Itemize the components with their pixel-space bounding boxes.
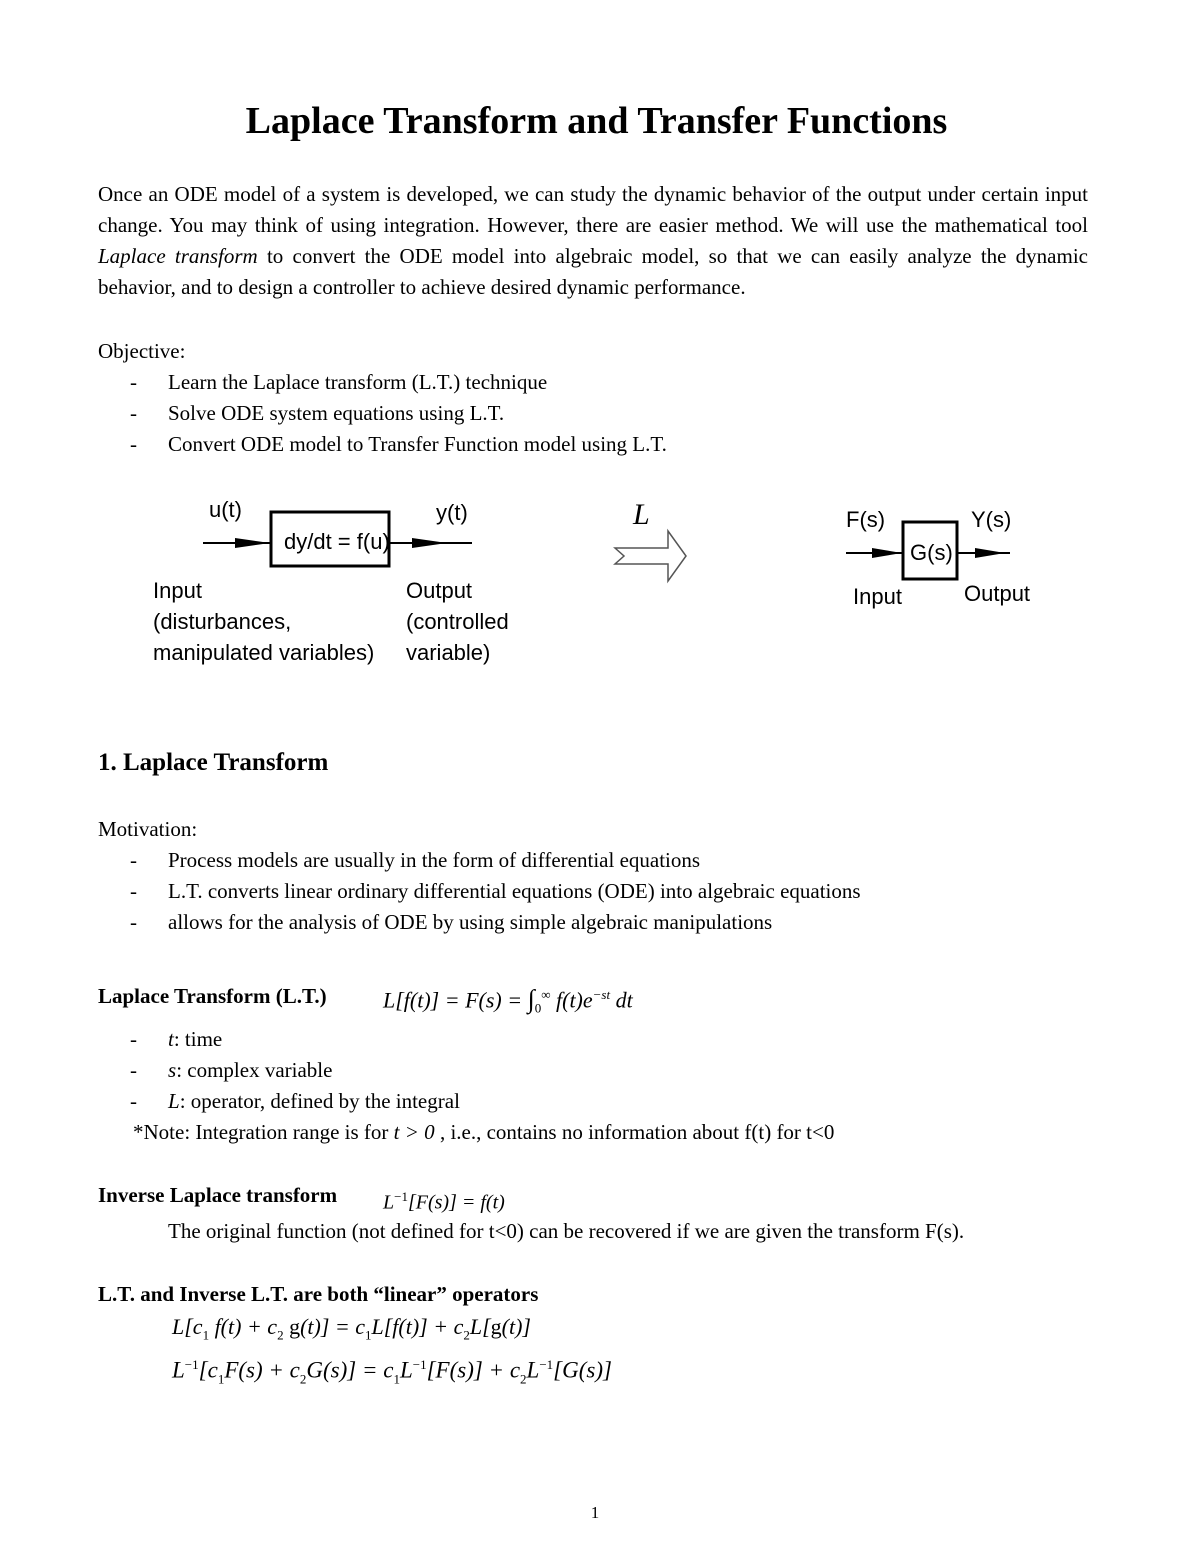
list-item: - L: operator, defined by the integral: [130, 1086, 460, 1117]
dash-bullet: -: [130, 1089, 137, 1113]
transform-arrow-icon: [612, 526, 692, 586]
input-signal-label: u(t): [209, 497, 242, 522]
lt-label: Laplace Transform (L.T.): [98, 984, 327, 1008]
dash-bullet: -: [130, 1027, 137, 1051]
dash-bullet: -: [130, 1058, 137, 1082]
page-title: Laplace Transform and Transfer Functions: [245, 100, 948, 142]
intro-paragraph: [98, 179, 1088, 303]
tf-output-signal: Y(s): [971, 507, 1012, 532]
intro-emphasis: Laplace transform: [98, 244, 258, 268]
input-arrow-head: [235, 538, 270, 548]
output-signal-label: y(t): [436, 500, 468, 525]
tf-output-arrow-head: [975, 548, 1005, 558]
motivation-label: Motivation:: [98, 817, 198, 841]
list-item: - L.T. converts linear ordinary differential equations (ODE) into algebraic equations: [130, 876, 861, 907]
tf-input-label: Input: [853, 584, 902, 609]
section-heading: 1. Laplace Transform: [98, 749, 329, 776]
tf-block-label: G(s): [910, 540, 953, 565]
inverse-lt-label: Inverse Laplace transform: [98, 1183, 338, 1207]
inverse-lt-description: The original function (not defined for t<0) can be recovered if we are given the transform F(s).: [168, 1219, 965, 1243]
list-item: - t: time: [130, 1024, 460, 1055]
intro-text-2: to convert the ODE model into algebraic model, so that we can easily analyze the dynamic behavior, and to design a controller to achieve desired dynamic performance.: [98, 244, 1088, 299]
dash-bullet: -: [130, 370, 137, 394]
list-item: - Learn the Laplace transform (L.T.) technique: [130, 367, 667, 398]
input-description: Input (disturbances, manipulated variables): [153, 578, 375, 665]
inverse-lt-equation: $L^{-1}[F(s)] = f(t)$: [383, 1189, 505, 1214]
dash-bullet: -: [130, 432, 137, 456]
page-number: 1: [590, 1503, 600, 1522]
motivation-list: [130, 845, 861, 938]
dash-bullet: -: [130, 401, 137, 425]
objective-label: Objective:: [98, 339, 186, 363]
linearity-label: L.T. and Inverse L.T. are both “linear” operators: [98, 1282, 539, 1306]
lt-definition-equation: $L[f(t)] = F(s) = \int_0^\infty$ $f(t)e^{-st}$ dt: [383, 984, 633, 1016]
laplace-symbol: L: [633, 498, 650, 531]
linearity-equation-forward: $L[c_1$ $f(t) + c_2$ $g(t)] = c_1L[f(t)] + c_2L[g(t)]$: [172, 1314, 531, 1343]
list-item: - Process models are usually in the form of differential equations: [130, 845, 861, 876]
ode-block-label: dy/dt = f(u): [284, 529, 390, 554]
tf-input-arrow-head: [872, 548, 902, 558]
list-item: - s: complex variable: [130, 1055, 460, 1086]
linearity-equation-inverse: $L^{-1}[c_1F(s) + c_2G(s)] = c_1L^{-1}[F(s)] + c_2L^{-1}[G(s)]$: [172, 1357, 612, 1387]
list-item: - Convert ODE model to Transfer Function model using L.T.: [130, 429, 667, 460]
dash-bullet: -: [130, 848, 137, 872]
dash-bullet: -: [130, 879, 137, 903]
dash-bullet: -: [130, 910, 137, 934]
tf-input-signal: F(s): [846, 507, 886, 532]
objective-list: [130, 367, 667, 460]
definition-list: [130, 1024, 460, 1117]
list-item: - allows for the analysis of ODE by using simple algebraic manipulations: [130, 907, 861, 938]
output-description: Output (controlled variable): [406, 578, 509, 665]
tf-output-label: Output: [964, 581, 1031, 606]
integration-note: *Note: Integration range is for t > 0 , i.e., contains no information about f(t) for t<0: [133, 1120, 835, 1144]
list-item: - Solve ODE system equations using L.T.: [130, 398, 667, 429]
output-arrow-head: [412, 538, 447, 548]
intro-text-1: Once an ODE model of a system is developed, we can study the dynamic behavior of the output under certain input change. You may think of using integration. However, there are easier method. We will use the mathematical tool: [98, 182, 1088, 237]
